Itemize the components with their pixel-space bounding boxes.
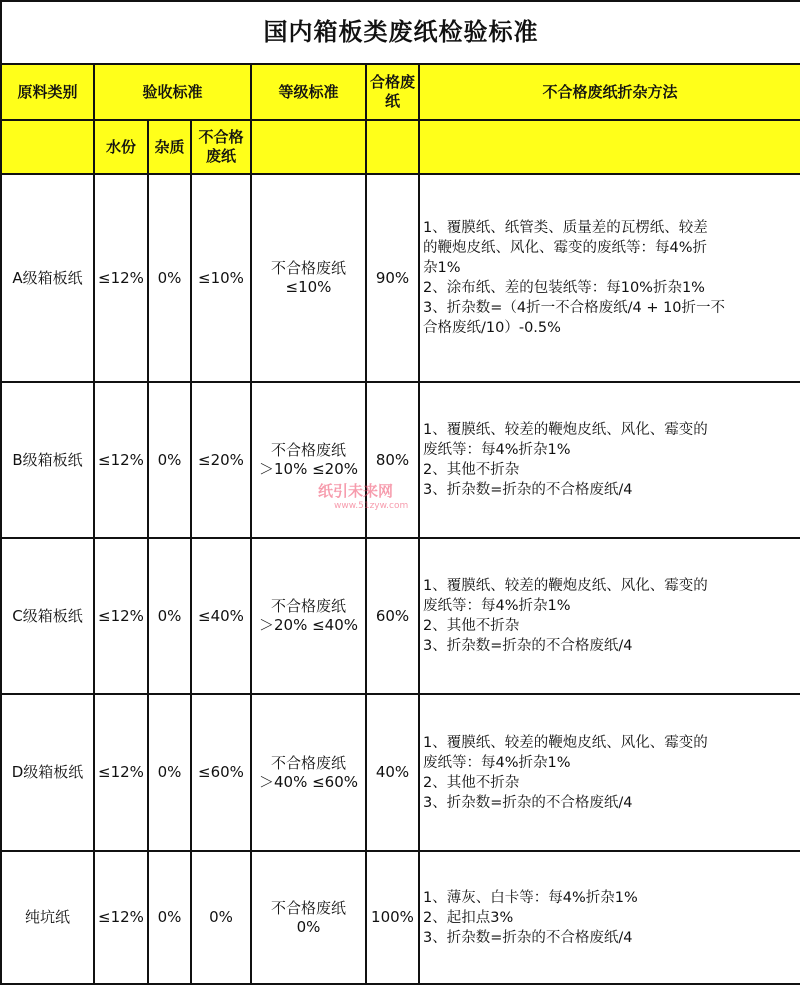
header-method: 不合格废纸折杂方法: [419, 64, 800, 120]
impurity-cell: 0%: [148, 382, 191, 538]
grade-line: 不合格废纸: [270, 441, 346, 459]
header-blank: [251, 120, 366, 174]
impurity-cell: 0%: [148, 538, 191, 694]
grade-line: 不合格废纸: [270, 753, 346, 772]
unqualified-cell: ≤10%: [191, 174, 251, 382]
method-line: 3、折杂数=折杂的不合格废纸/4: [423, 929, 633, 946]
method-cell: [419, 382, 800, 538]
table-row: [1, 851, 800, 984]
header-category: 原料类别: [1, 64, 94, 120]
grade-line: ＞20% ≤40%: [258, 616, 359, 634]
method-line: 1、覆膜纸、较差的鞭炮皮纸、风化、霉变的: [423, 422, 708, 438]
qualified-cell: 100%: [366, 851, 419, 984]
method-cell: [419, 851, 800, 984]
unqualified-cell: ≤20%: [191, 382, 251, 538]
header-blank: [366, 120, 419, 174]
table-row: [1, 382, 800, 538]
method-line: 3、折杂数=折杂的不合格废纸/4: [423, 638, 633, 654]
grade-cell: [251, 851, 366, 984]
header-grade: 等级标准: [251, 64, 366, 120]
header-moisture: 水份: [94, 120, 148, 174]
method-line: 3、折杂数=（4折一不合格废纸/4 + 10折一不: [423, 300, 726, 316]
grade-cell: [251, 694, 366, 851]
impurity-cell: 0%: [148, 694, 191, 851]
qualified-cell: 60%: [366, 538, 419, 694]
moisture-cell: ≤12%: [94, 694, 148, 851]
category-cell: B级箱板纸: [1, 382, 94, 538]
method-line: 废纸等：每4%折杂1%: [423, 442, 571, 458]
grade-cell: [251, 538, 366, 694]
unqualified-cell: 0%: [191, 851, 251, 984]
table-row: [1, 694, 800, 851]
moisture-cell: ≤12%: [94, 174, 148, 382]
qualified-cell: 90%: [366, 174, 419, 382]
method-cell: [419, 538, 800, 694]
method-line: 1、覆膜纸、较差的鞭炮皮纸、风化、霉变的: [423, 578, 708, 594]
category-cell: D级箱板纸: [1, 694, 94, 851]
moisture-cell: ≤12%: [94, 851, 148, 984]
method-line: 杂1%: [423, 260, 461, 276]
header-acceptance: 验收标准: [94, 64, 251, 120]
method-line: 2、其他不折杂: [423, 774, 520, 791]
method-cell: [419, 694, 800, 851]
method-line: 废纸等：每4%折杂1%: [423, 754, 571, 771]
unqualified-cell: ≤60%: [191, 694, 251, 851]
page-title: 国内箱板类废纸检验标准: [1, 1, 800, 64]
method-line: 的鞭炮皮纸、风化、霉变的废纸等：每4%折: [423, 240, 708, 256]
unqualified-cell: ≤40%: [191, 538, 251, 694]
method-line: 2、涂布纸、差的包装纸等：每10%折杂1%: [423, 280, 705, 296]
method-line: 1、覆膜纸、纸管类、质量差的瓦楞纸、较差: [423, 220, 708, 236]
header-impurity: 杂质: [148, 120, 191, 174]
method-line: 1、覆膜纸、较差的鞭炮皮纸、风化、霉变的: [423, 734, 708, 751]
header-blank: [1, 120, 94, 174]
method-line: 1、薄灰、白卡等：每4%折杂1%: [423, 889, 638, 906]
qualified-cell: 40%: [366, 694, 419, 851]
category-cell: C级箱板纸: [1, 538, 94, 694]
method-line: 合格废纸/10）-0.5%: [423, 320, 561, 336]
method-cell: [419, 174, 800, 382]
impurity-cell: 0%: [148, 851, 191, 984]
moisture-cell: ≤12%: [94, 382, 148, 538]
category-cell: A级箱板纸: [1, 174, 94, 382]
header-qualified: 合格废纸: [366, 64, 419, 120]
method-line: 3、折杂数=折杂的不合格废纸/4: [423, 794, 633, 811]
watermark: 纸引未来网 www.51zyw.com: [318, 482, 409, 511]
table-row: [1, 174, 800, 382]
grade-line: 不合格废纸: [270, 898, 346, 917]
table-row: [1, 538, 800, 694]
category-cell: 纯坑纸: [1, 851, 94, 984]
qualified-cell: 80%: [366, 382, 419, 538]
header-blank: [419, 120, 800, 174]
method-line: 2、其他不折杂: [423, 618, 520, 634]
grade-cell: [251, 174, 366, 382]
grade-line: ＞40% ≤60%: [258, 772, 359, 791]
grade-line: 不合格废纸: [270, 259, 346, 277]
grade-line: 0%: [296, 917, 321, 936]
moisture-cell: ≤12%: [94, 538, 148, 694]
method-line: 2、起扣点3%: [423, 909, 514, 926]
impurity-cell: 0%: [148, 174, 191, 382]
grade-cell: [251, 382, 366, 538]
method-line: 3、折杂数=折杂的不合格废纸/4: [423, 482, 633, 498]
grade-line: ≤10%: [285, 278, 332, 296]
grade-line: ＞10% ≤20%: [258, 460, 359, 478]
method-line: 2、其他不折杂: [423, 462, 520, 478]
grade-line: 不合格废纸: [270, 597, 346, 615]
header-unqualified: 不合格废纸: [191, 120, 251, 174]
method-line: 废纸等：每4%折杂1%: [423, 598, 571, 614]
